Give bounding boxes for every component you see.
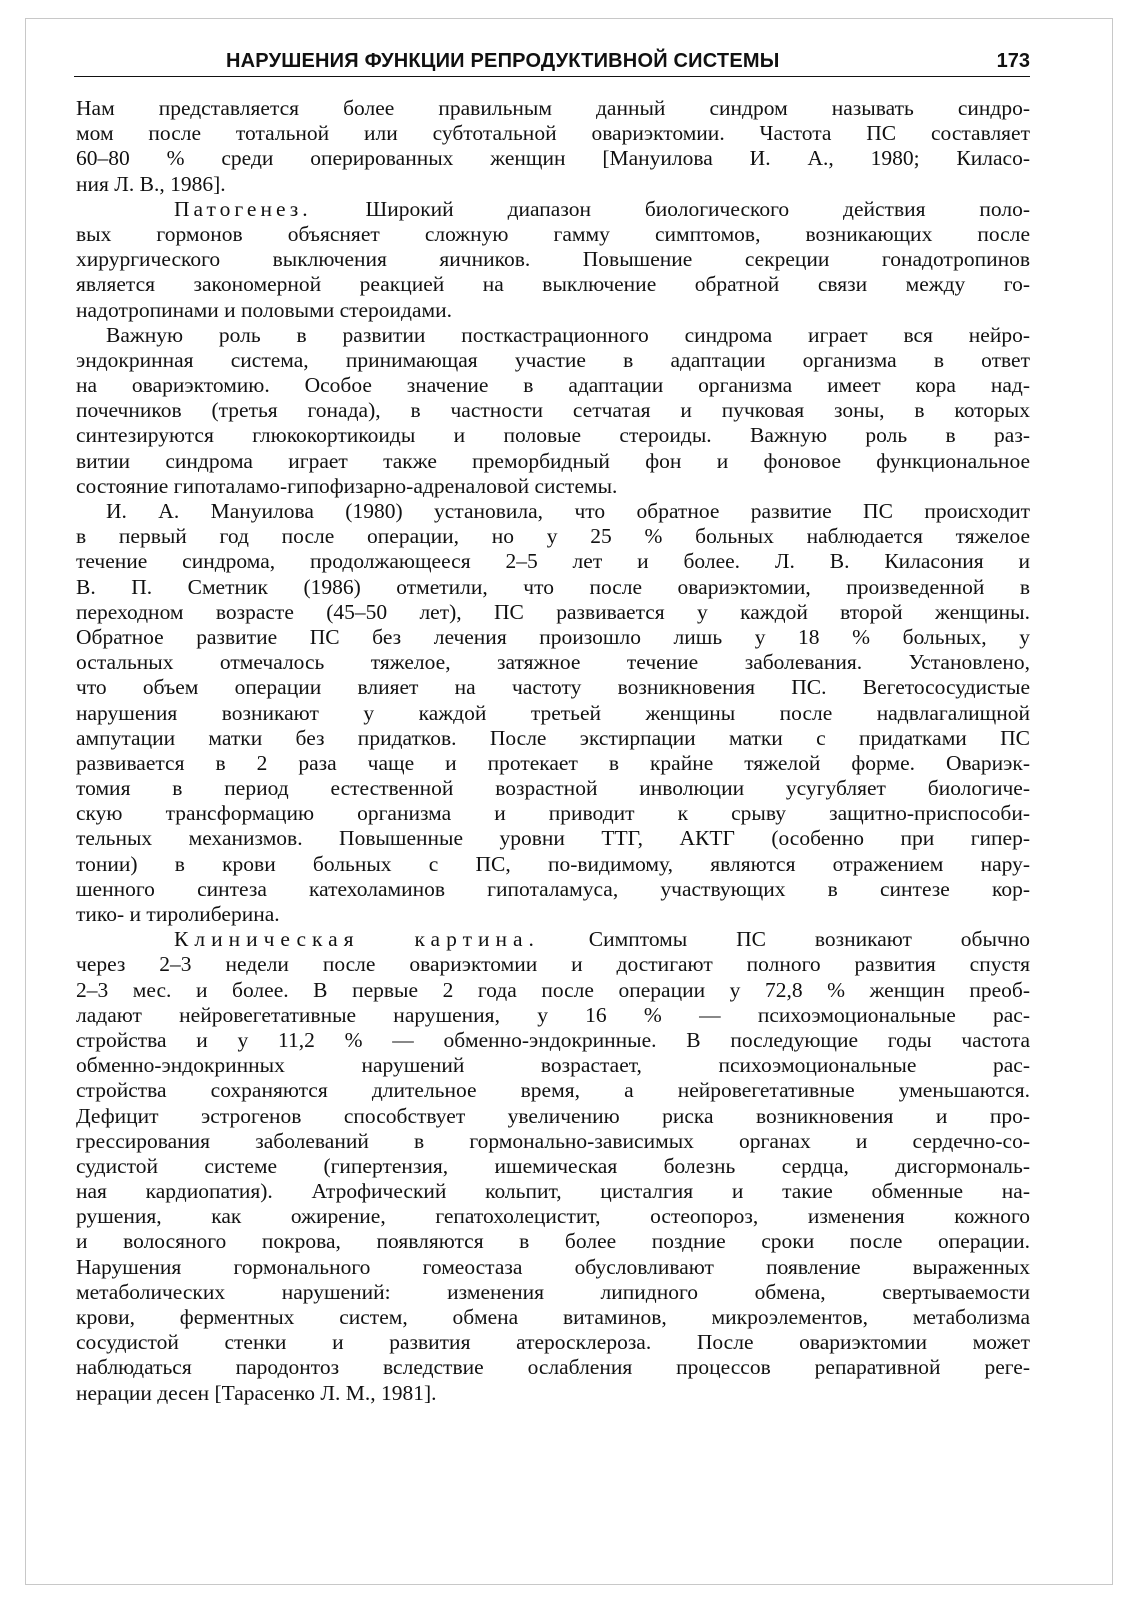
- section-heading-pathogenesis: Патогенез.: [174, 196, 312, 221]
- page-number: 173: [996, 50, 1030, 72]
- text-line: Обратное развитие ПС без лечения произошло лишь у 18 % больных, у: [76, 624, 1030, 649]
- text-line: витии синдрома играет также преморбидный фон и фоновое функциональное: [76, 448, 1030, 473]
- text-line: почечников (третья гонада), в частности сетчатая и пучковая зоны, в которых: [76, 398, 1030, 423]
- text-line: В. П. Сметник (1986) отметили, что после овариэктомии, произведенной в: [76, 574, 1030, 599]
- text-line: ампутации матки без придатков. После экстирпации матки с придатками ПС: [76, 725, 1030, 750]
- text-line: тельных механизмов. Повышенные уровни ТТГ, АКТГ (особенно при гипер-: [76, 826, 1030, 851]
- text-line: 2–3 мес. и более. В первые 2 года после операции у 72,8 % женщин преоб-: [76, 977, 1030, 1002]
- text-line: Важную роль в развитии посткастрационного синдрома играет вся нейро-: [106, 322, 1030, 347]
- text-line: обменно-эндокринных нарушений возрастает, психоэмоциональные рас-: [76, 1053, 1030, 1078]
- text-line: Нам представляется более правильным данный синдром называть синдро-: [76, 96, 1030, 120]
- text-line: ладают нейровегетативные нарушения, у 16 % — психоэмоциональные рас-: [76, 1002, 1030, 1027]
- text-line-segment: Симптомы ПС возникают обычно: [539, 927, 1030, 952]
- text-line: тонии) в крови больных с ПС, по-видимому, являются отражением нару-: [76, 851, 1030, 876]
- text-line: вых гормонов объясняет сложную гамму симптомов, возникающих после: [76, 221, 1030, 246]
- text-line: синтезируются глюкокортикоиды и половые стероиды. Важную роль в раз-: [76, 423, 1030, 448]
- text-line: судистой системе (гипертензия, ишемическая болезнь сердца, дисгормональ-: [76, 1153, 1030, 1178]
- body-text: [76, 96, 1030, 1406]
- text-line: скую трансформацию организма и приводит к срыву защитно-приспособи-: [76, 801, 1030, 826]
- text-line: сосудистой стенки и развития атеросклероза. После овариэктомии может: [76, 1330, 1030, 1355]
- text-line: является закономерной реакцией на выключение обратной связи между го-: [76, 272, 1030, 297]
- text-line: нарушения возникают у каждой третьей женщины после надвлагалищной: [76, 700, 1030, 725]
- section-heading-line: [76, 197, 1030, 222]
- text-line: шенного синтеза катехоламинов гипоталамуса, участвующих в синтезе кор-: [76, 876, 1030, 901]
- text-line: наблюдаться пародонтоз вследствие ослабления процессов репаративной реге-: [76, 1355, 1030, 1380]
- text-line: стройства и у 11,2 % — обменно-эндокринные. В последующие годы частота: [76, 1027, 1030, 1052]
- text-line: хирургического выключения яичников. Повышение секреции гонадотропинов: [76, 247, 1030, 272]
- text-line: нерации десен [Тарасенко Л. М., 1981].: [76, 1380, 437, 1405]
- section-heading-line: [76, 927, 1030, 952]
- text-line: развивается в 2 раза чаще и протекает в крайне тяжелой форме. Овариэк-: [76, 750, 1030, 775]
- text-line: крови, ферментных систем, обмена витаминов, микроэлементов, метаболизма: [76, 1305, 1030, 1329]
- text-line: течение синдрома, продолжающееся 2–5 лет и более. Л. В. Киласония и: [76, 549, 1030, 574]
- text-line: стройства сохраняются длительное время, а нейровегетативные уменьшаются.: [76, 1078, 1030, 1103]
- text-line: Дефицит эстрогенов способствует увеличению риска возникновения и про-: [76, 1103, 1030, 1128]
- text-line: томия в период естественной возрастной инволюции усугубляет биологиче-: [76, 776, 1030, 801]
- text-line: И. А. Мануилова (1980) установила, что обратное развитие ПС происходит: [106, 499, 1030, 523]
- text-line: переходном возрасте (45–50 лет), ПС развивается у каждой второй женщины.: [76, 599, 1030, 624]
- text-line: на овариэктомию. Особое значение в адаптации организма имеет кора над-: [76, 373, 1030, 398]
- text-line: Нарушения гормонального гомеостаза обусловливают появление выраженных: [76, 1254, 1030, 1279]
- running-title: НАРУШЕНИЯ ФУНКЦИИ РЕПРОДУКТИВНОЙ СИСТЕМЫ: [226, 50, 780, 72]
- text-line: надотропинами и половыми стероидами.: [76, 297, 453, 322]
- text-line: ния Л. В., 1986].: [76, 171, 226, 196]
- text-line: что объем операции влияет на частоту возникновения ПС. Вегетососудистые: [76, 675, 1030, 700]
- text-line: грессирования заболеваний в гормонально-зависимых органах и сердечно-со-: [76, 1128, 1030, 1153]
- text-line: 60–80 % среди оперированных женщин [Мануилова И. А., 1980; Киласо-: [76, 146, 1030, 171]
- section-heading-clinical-picture: Клиническая картина.: [174, 927, 540, 952]
- text-line: тико- и тиролиберина.: [76, 902, 280, 926]
- text-line: рушения, как ожирение, гепатохолецистит, остеопороз, изменения кожного: [76, 1204, 1030, 1229]
- text-line: состояние гипоталамо-гипофизарно-адреналовой системы.: [76, 473, 618, 498]
- text-line: и волосяного покрова, появляются в более поздние сроки после операции.: [76, 1229, 1030, 1254]
- text-line: ная кардиопатия). Атрофический кольпит, цисталгия и такие обменные на-: [76, 1179, 1030, 1204]
- text-line: в первый год после операции, но у 25 % больных наблюдается тяжелое: [76, 524, 1030, 549]
- text-line: метаболических нарушений: изменения липидного обмена, свертываемости: [76, 1279, 1030, 1304]
- running-header: [74, 50, 1030, 77]
- text-line: мом после тотальной или субтотальной овариэктомии. Частота ПС составляет: [76, 121, 1030, 146]
- text-line-segment: Широкий диапазон биологического действия поло-: [311, 196, 1030, 221]
- text-line: эндокринная система, принимающая участие в адаптации организма в ответ: [76, 347, 1030, 372]
- text-line: остальных отмечалось тяжелое, затяжное течение заболевания. Установлено,: [76, 650, 1030, 675]
- text-line: через 2–3 недели после овариэктомии и достигают полного развития спустя: [76, 952, 1030, 977]
